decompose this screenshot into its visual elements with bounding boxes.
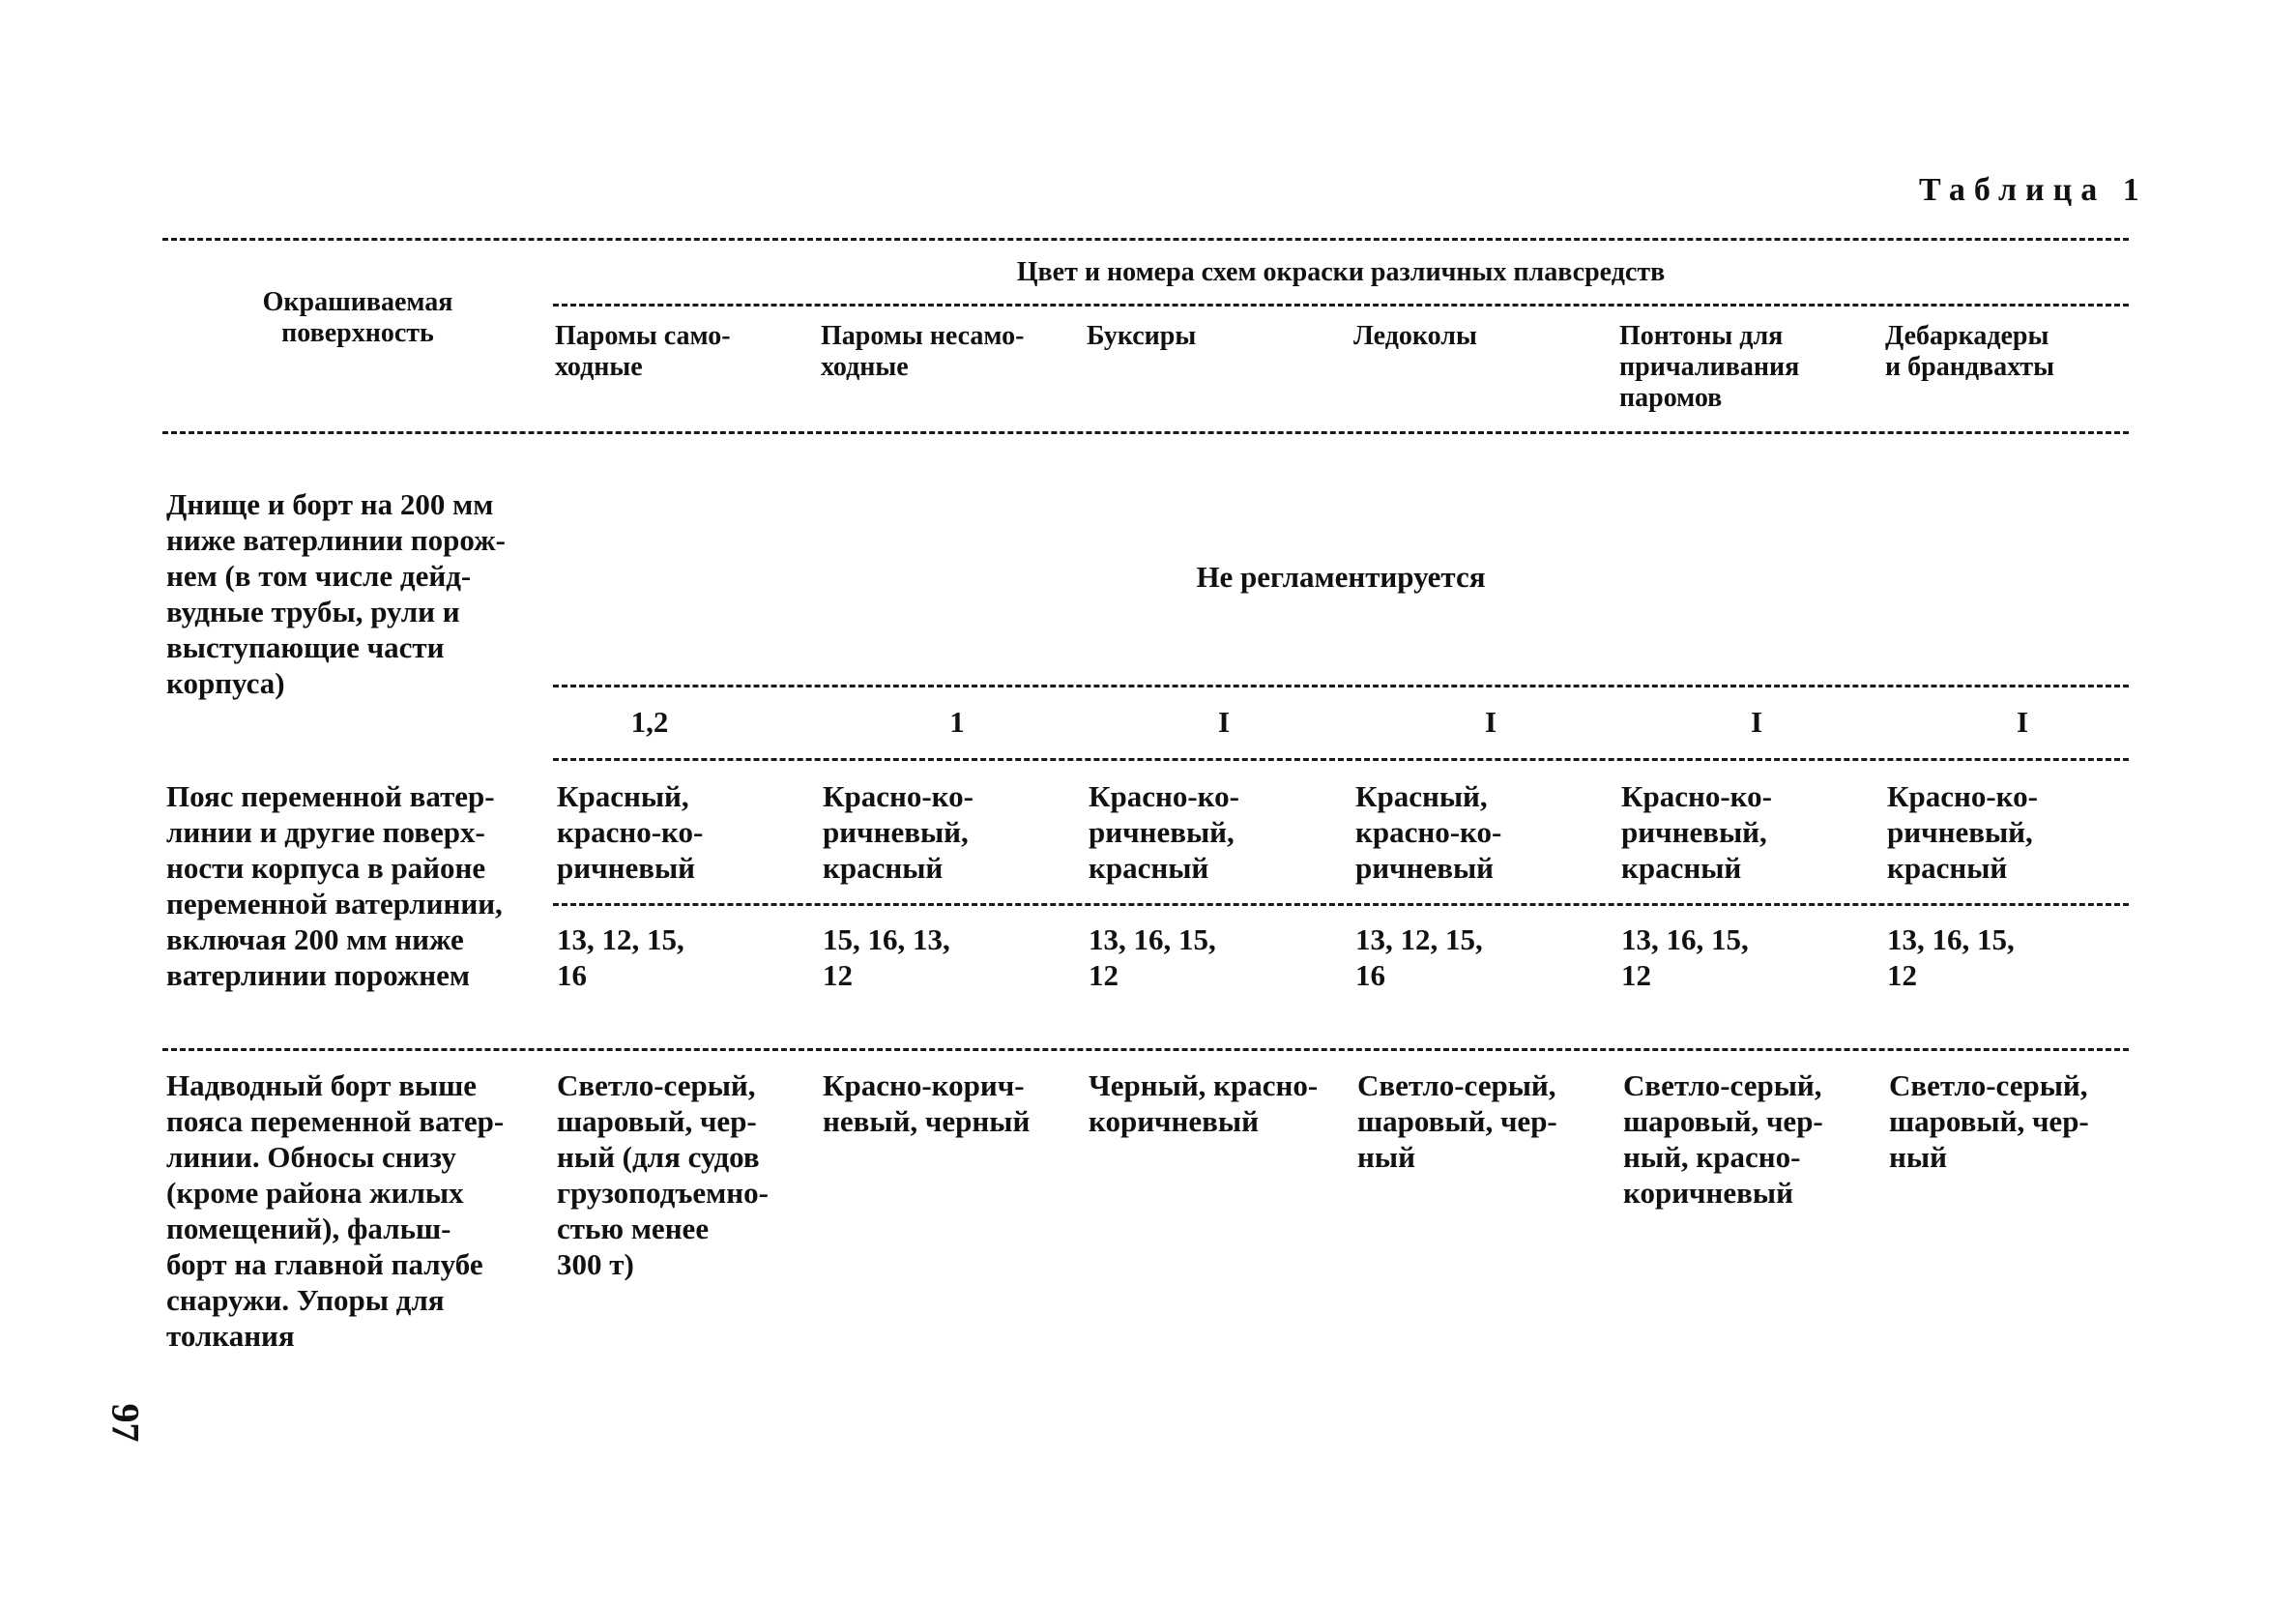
row-3-color-1: Светло-серый, шаровый, чер- ный (для судов грузоподъемно- стью менее 300 т) [557,1068,769,1281]
row-2-color-1: Красный, красно-ко- ричневый [557,779,704,885]
rule-row2-mid [553,903,2129,906]
row-2-numbers-1: 13, 12, 15, 16 [557,922,684,992]
row-3-color-6: Светло-серый, шаровый, чер- ный [1889,1068,2089,1174]
header-col-5: Понтоны для причаливания паромов [1619,321,1800,413]
row-3-color-5: Светло-серый, шаровый, чер- ный, красно- коричневый [1623,1068,1823,1210]
header-group: Цвет и номера схем окраски различных плавсредств [1016,257,1666,287]
row-3-color-2: Красно-корич- невый, черный [823,1068,1031,1138]
row-3-color-3: Черный, красно- коричневый [1089,1068,1319,1138]
row-1-merged-note: Не регламентируется [1196,560,1486,594]
row-2-color-3: Красно-ко- ричневый, красный [1089,779,1239,885]
row-1-scheme-6: I [2016,705,2029,739]
rule-top [162,238,2129,241]
row-2-numbers-6: 13, 16, 15, 12 [1887,922,2015,992]
rule-group [553,304,2129,307]
rule-row1-bottom [553,758,2129,761]
header-col-3: Буксиры [1087,321,1197,351]
header-col-1: Паромы само- ходные [555,321,731,382]
row-2-color-4: Красный, красно-ко- ричневый [1355,779,1502,885]
row-2-color-6: Красно-ко- ричневый, красный [1887,779,2038,885]
header-col-2: Паромы несамо- ходные [821,321,1025,382]
page-number: 97 [103,1403,148,1443]
row-1-scheme-2: 1 [949,705,965,739]
row-1-scheme-3: I [1217,705,1231,739]
header-col-4: Ледоколы [1353,321,1477,351]
header-surface: Окрашиваемая поверхность [262,287,453,348]
row-2-color-2: Красно-ко- ричневый, красный [823,779,974,885]
row-2-numbers-3: 13, 16, 15, 12 [1089,922,1216,992]
header-col-6: Дебаркадеры и брандвахты [1885,321,2055,382]
row-2-numbers-4: 13, 12, 15, 16 [1355,922,1483,992]
row-1-scheme-5: I [1750,705,1763,739]
row-2-numbers-5: 13, 16, 15, 12 [1621,922,1749,992]
row-1-scheme-4: I [1484,705,1497,739]
row-3-surface: Надводный борт выше пояса переменной ватер- линии. Обносы снизу (кроме района жилых помещений), фальш- борт на главной палубе снаружи. Упоры для толкания [166,1068,505,1353]
row-1-scheme-1: 1,2 [630,705,669,739]
row-1-surface: Днище и борт на 200 мм ниже ватерлинии порож- нем (в том числе дейд- вудные трубы, рули и выступающие части корпуса) [166,487,506,700]
row-2-numbers-2: 15, 16, 13, 12 [823,922,950,992]
rule-row1-mid [553,685,2129,687]
rule-row2-bottom [162,1048,2129,1051]
row-2-color-5: Красно-ко- ричневый, красный [1621,779,1772,885]
row-2-surface: Пояс переменной ватер- линии и другие поверх- ности корпуса в районе переменной ватерлинии, включая 200 мм ниже ватерлинии порожнем [166,779,503,992]
row-3-color-4: Светло-серый, шаровый, чер- ный [1357,1068,1557,1174]
rule-header-bottom [162,431,2129,434]
table-caption: Таблица 1 [1919,172,2148,208]
